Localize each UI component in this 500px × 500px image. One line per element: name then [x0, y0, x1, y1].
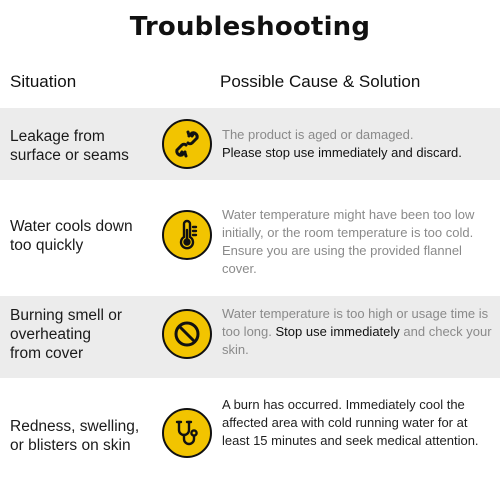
- column-header-solution: Possible Cause & Solution: [220, 72, 421, 91]
- solution-text: Water temperature is too high or usage time is too long. Stop use immediately and check your skin.: [222, 306, 492, 357]
- broken-link-icon: [162, 119, 212, 169]
- situation-text: Burning smell or overheating from cover: [10, 307, 122, 362]
- thermometer-icon: [162, 210, 212, 260]
- table-row: [0, 190, 500, 280]
- table-row: [0, 296, 500, 378]
- situation-text: Leakage from surface or seams: [10, 128, 129, 164]
- solution-text: A burn has occurred. Immediately cool the affected area with cold running water for at least 15 minutes and seek medical attention.: [222, 397, 479, 448]
- solution-text: The product is aged or damaged. Please stop use immediately and discard.: [222, 127, 462, 160]
- stethoscope-icon: [162, 408, 212, 458]
- table-row: [0, 108, 500, 180]
- situation-text: Water cools down too quickly: [10, 218, 133, 254]
- prohibited-icon: [162, 309, 212, 359]
- column-header-situation: Situation: [10, 72, 77, 91]
- table-row: [0, 392, 500, 482]
- page-title: Troubleshooting: [129, 12, 371, 42]
- situation-text: Redness, swelling, or blisters on skin: [10, 418, 140, 454]
- solution-text: Water temperature might have been too low initially, or the room temperature is too cold. Ensure you are using the provided flannel cover.: [222, 207, 475, 276]
